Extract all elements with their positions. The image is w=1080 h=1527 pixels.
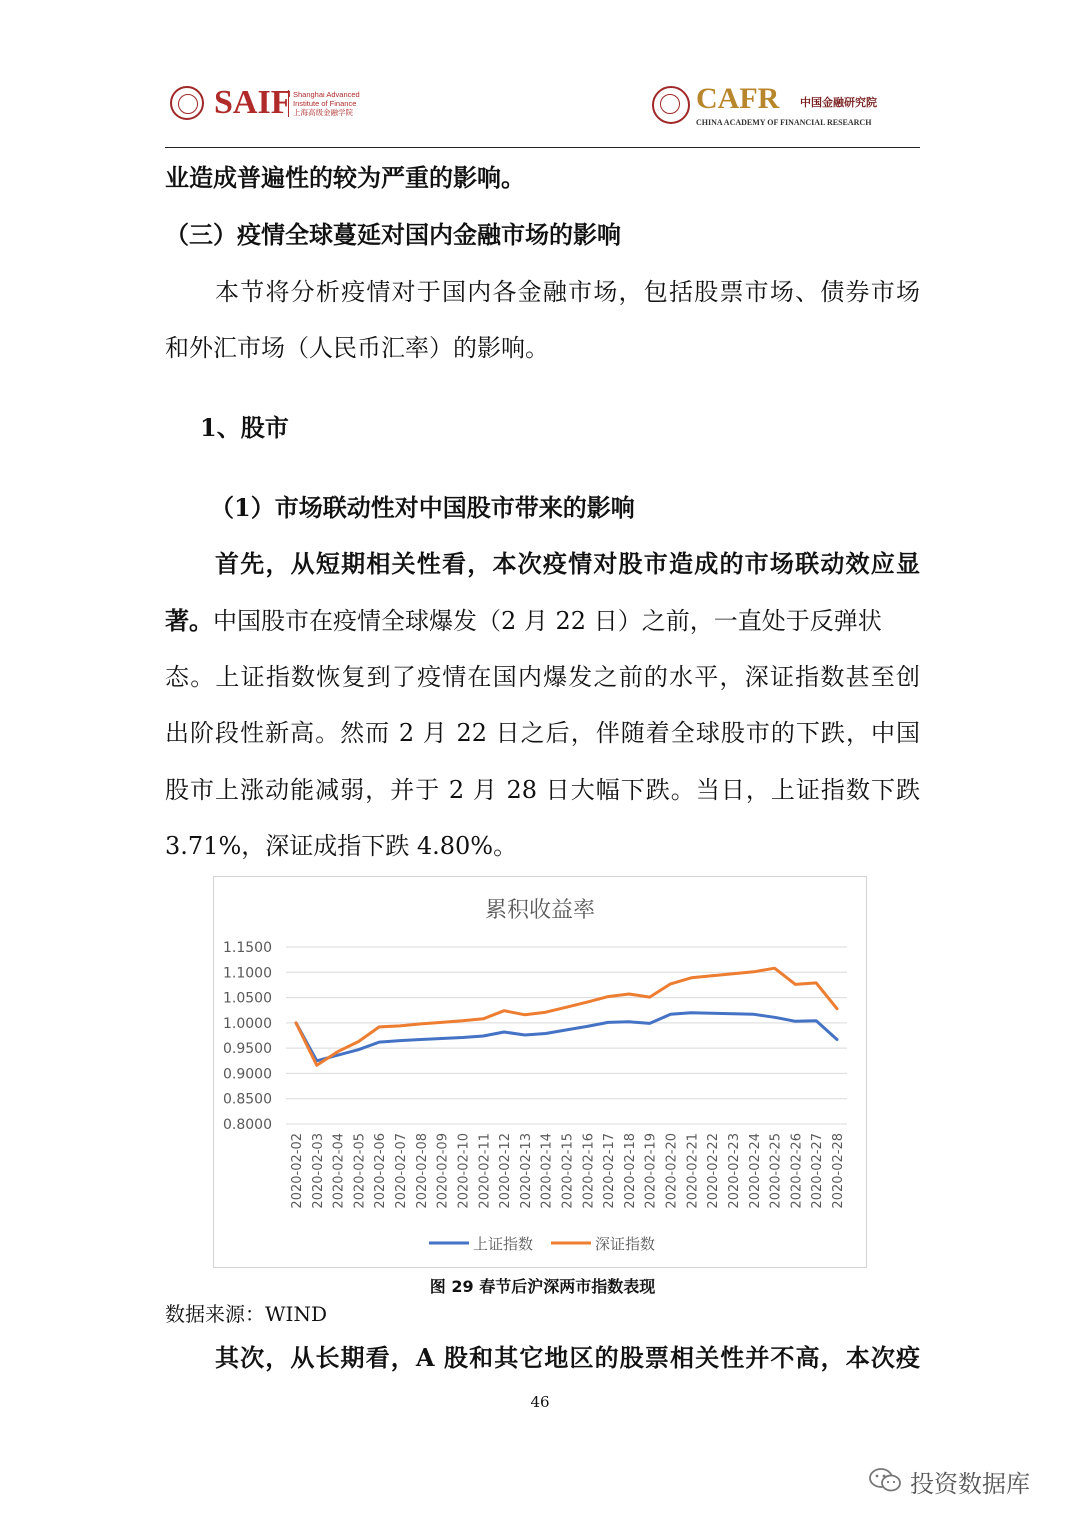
y-tick-label: 0.8500 xyxy=(223,1091,272,1108)
x-tick-label: 2020-02-14 xyxy=(539,1133,555,1209)
cafr-logo-cn: 中国金融研究院 xyxy=(800,96,877,109)
x-tick-label: 2020-02-23 xyxy=(726,1133,742,1209)
paragraph-1-line-1: 首先，从短期相关性看，本次疫情对股市造成的市场联动效应显 xyxy=(215,549,920,578)
x-tick-label: 2020-02-27 xyxy=(810,1133,826,1209)
y-tick-label: 0.9000 xyxy=(223,1066,272,1083)
y-tick-label: 1.0000 xyxy=(223,1015,272,1032)
saif-logo-word: SAIF xyxy=(214,84,292,121)
paragraph-1-line-5: 股市上涨动能减弱，并于 2 月 28 日大幅下跌。当日，上证指数下跌 xyxy=(165,776,920,804)
section-heading: （三）疫情全球蔓延对国内金融市场的影响 xyxy=(165,220,621,249)
x-tick-label: 2020-02-12 xyxy=(498,1133,514,1209)
legend-label-2: 深证指数 xyxy=(595,1235,656,1253)
x-tick-label: 2020-02-18 xyxy=(622,1133,638,1209)
paragraph-1-line-6: 3.71%，深证成指下跌 4.80%。 xyxy=(165,832,518,860)
text-line-1: 业造成普遍性的较为严重的影响。 xyxy=(165,163,525,192)
y-tick-label: 0.9500 xyxy=(223,1041,272,1058)
x-tick-label: 2020-02-11 xyxy=(477,1133,493,1209)
x-tick-label: 2020-02-25 xyxy=(768,1133,784,1209)
cumulative-return-chart xyxy=(213,876,867,1268)
x-tick-label: 2020-02-06 xyxy=(373,1133,389,1209)
x-tick-label: 2020-02-26 xyxy=(789,1133,805,1209)
paragraph-1-line-2 xyxy=(165,606,920,636)
saif-seal-icon xyxy=(170,86,204,120)
x-tick-label: 2020-02-03 xyxy=(310,1133,326,1209)
x-tick-label: 2020-02-16 xyxy=(581,1133,597,1209)
y-tick-label: 1.0500 xyxy=(223,990,272,1007)
paragraph-1-line-4: 出阶段性新高。然而 2 月 22 日之后，伴随着全球股市的下跌，中国 xyxy=(165,719,920,747)
paragraph-1-bold-end: 著。 xyxy=(165,606,213,635)
x-tick-label: 2020-02-19 xyxy=(643,1133,659,1209)
x-tick-label: 2020-02-02 xyxy=(290,1133,305,1209)
data-source: 数据来源：WIND xyxy=(165,1302,327,1326)
x-tick-label: 2020-02-07 xyxy=(394,1133,410,1209)
x-tick-label: 2020-02-04 xyxy=(331,1133,347,1209)
x-tick-label: 2020-02-05 xyxy=(352,1133,368,1209)
legend-label-1: 上证指数 xyxy=(473,1235,534,1253)
saif-sub-line2: Institute of Finance xyxy=(293,99,357,108)
x-tick-label: 2020-02-20 xyxy=(664,1133,680,1209)
paragraph-1-line-3: 态。上证指数恢复到了疫情在国内爆发之前的水平，深证指数甚至创 xyxy=(165,663,920,691)
paragraph-1-line-2-rest: 中国股市在疫情全球爆发（2 月 22 日）之前，一直处于反弹状 xyxy=(213,607,882,635)
cafr-logo-word: CAFR xyxy=(696,82,780,115)
x-tick-label: 2020-02-13 xyxy=(518,1133,534,1209)
series-line-1 xyxy=(296,1013,837,1061)
page-header xyxy=(165,74,920,148)
saif-logo xyxy=(170,80,370,130)
y-tick-label: 1.1500 xyxy=(223,940,272,956)
header-divider xyxy=(165,147,920,148)
y-tick-label: 0.8000 xyxy=(223,1117,272,1133)
saif-sub-line1: Shanghai Advanced xyxy=(293,90,360,99)
sub-sub-heading: （1）市场联动性对中国股市带来的影响 xyxy=(210,493,635,522)
x-tick-label: 2020-02-24 xyxy=(747,1133,763,1209)
x-tick-label: 2020-02-10 xyxy=(456,1133,472,1209)
x-tick-label: 2020-02-08 xyxy=(414,1133,430,1209)
paragraph-2-line-1: 其次，从长期看，A 股和其它地区的股票相关性并不高，本次疫 xyxy=(215,1343,920,1372)
x-tick-label: 2020-02-28 xyxy=(831,1133,846,1209)
wechat-icon xyxy=(868,1467,902,1493)
x-tick-label: 2020-02-09 xyxy=(435,1133,451,1209)
saif-sub-line3: 上海高级金融学院 xyxy=(293,108,353,117)
chart-title: 累积收益率 xyxy=(484,898,596,923)
x-tick-label: 2020-02-21 xyxy=(685,1133,701,1209)
series-line-2 xyxy=(296,968,837,1065)
cafr-logo xyxy=(652,80,920,130)
watermark-text: 投资数据库 xyxy=(910,1470,1030,1498)
cafr-seal-icon xyxy=(652,86,690,124)
figure-caption: 图 29 春节后沪深两市指数表现 xyxy=(429,1277,656,1296)
y-tick-label: 1.1000 xyxy=(223,965,272,982)
saif-logo-subtitle xyxy=(288,90,360,117)
chart-canvas xyxy=(214,877,866,1267)
page-number: 46 xyxy=(530,1393,550,1411)
x-tick-label: 2020-02-15 xyxy=(560,1133,576,1209)
x-tick-label: 2020-02-22 xyxy=(706,1133,722,1209)
intro-line-2: 和外汇市场（人民币汇率）的影响。 xyxy=(165,334,549,362)
cafr-logo-en: CHINA ACADEMY OF FINANCIAL RESEARCH xyxy=(696,118,872,127)
x-tick-label: 2020-02-17 xyxy=(602,1133,618,1209)
sub-heading: 1、股市 xyxy=(200,413,289,442)
intro-line-1: 本节将分析疫情对于国内各金融市场，包括股票市场、债券市场 xyxy=(215,278,920,306)
wechat-watermark xyxy=(868,1464,1058,1498)
